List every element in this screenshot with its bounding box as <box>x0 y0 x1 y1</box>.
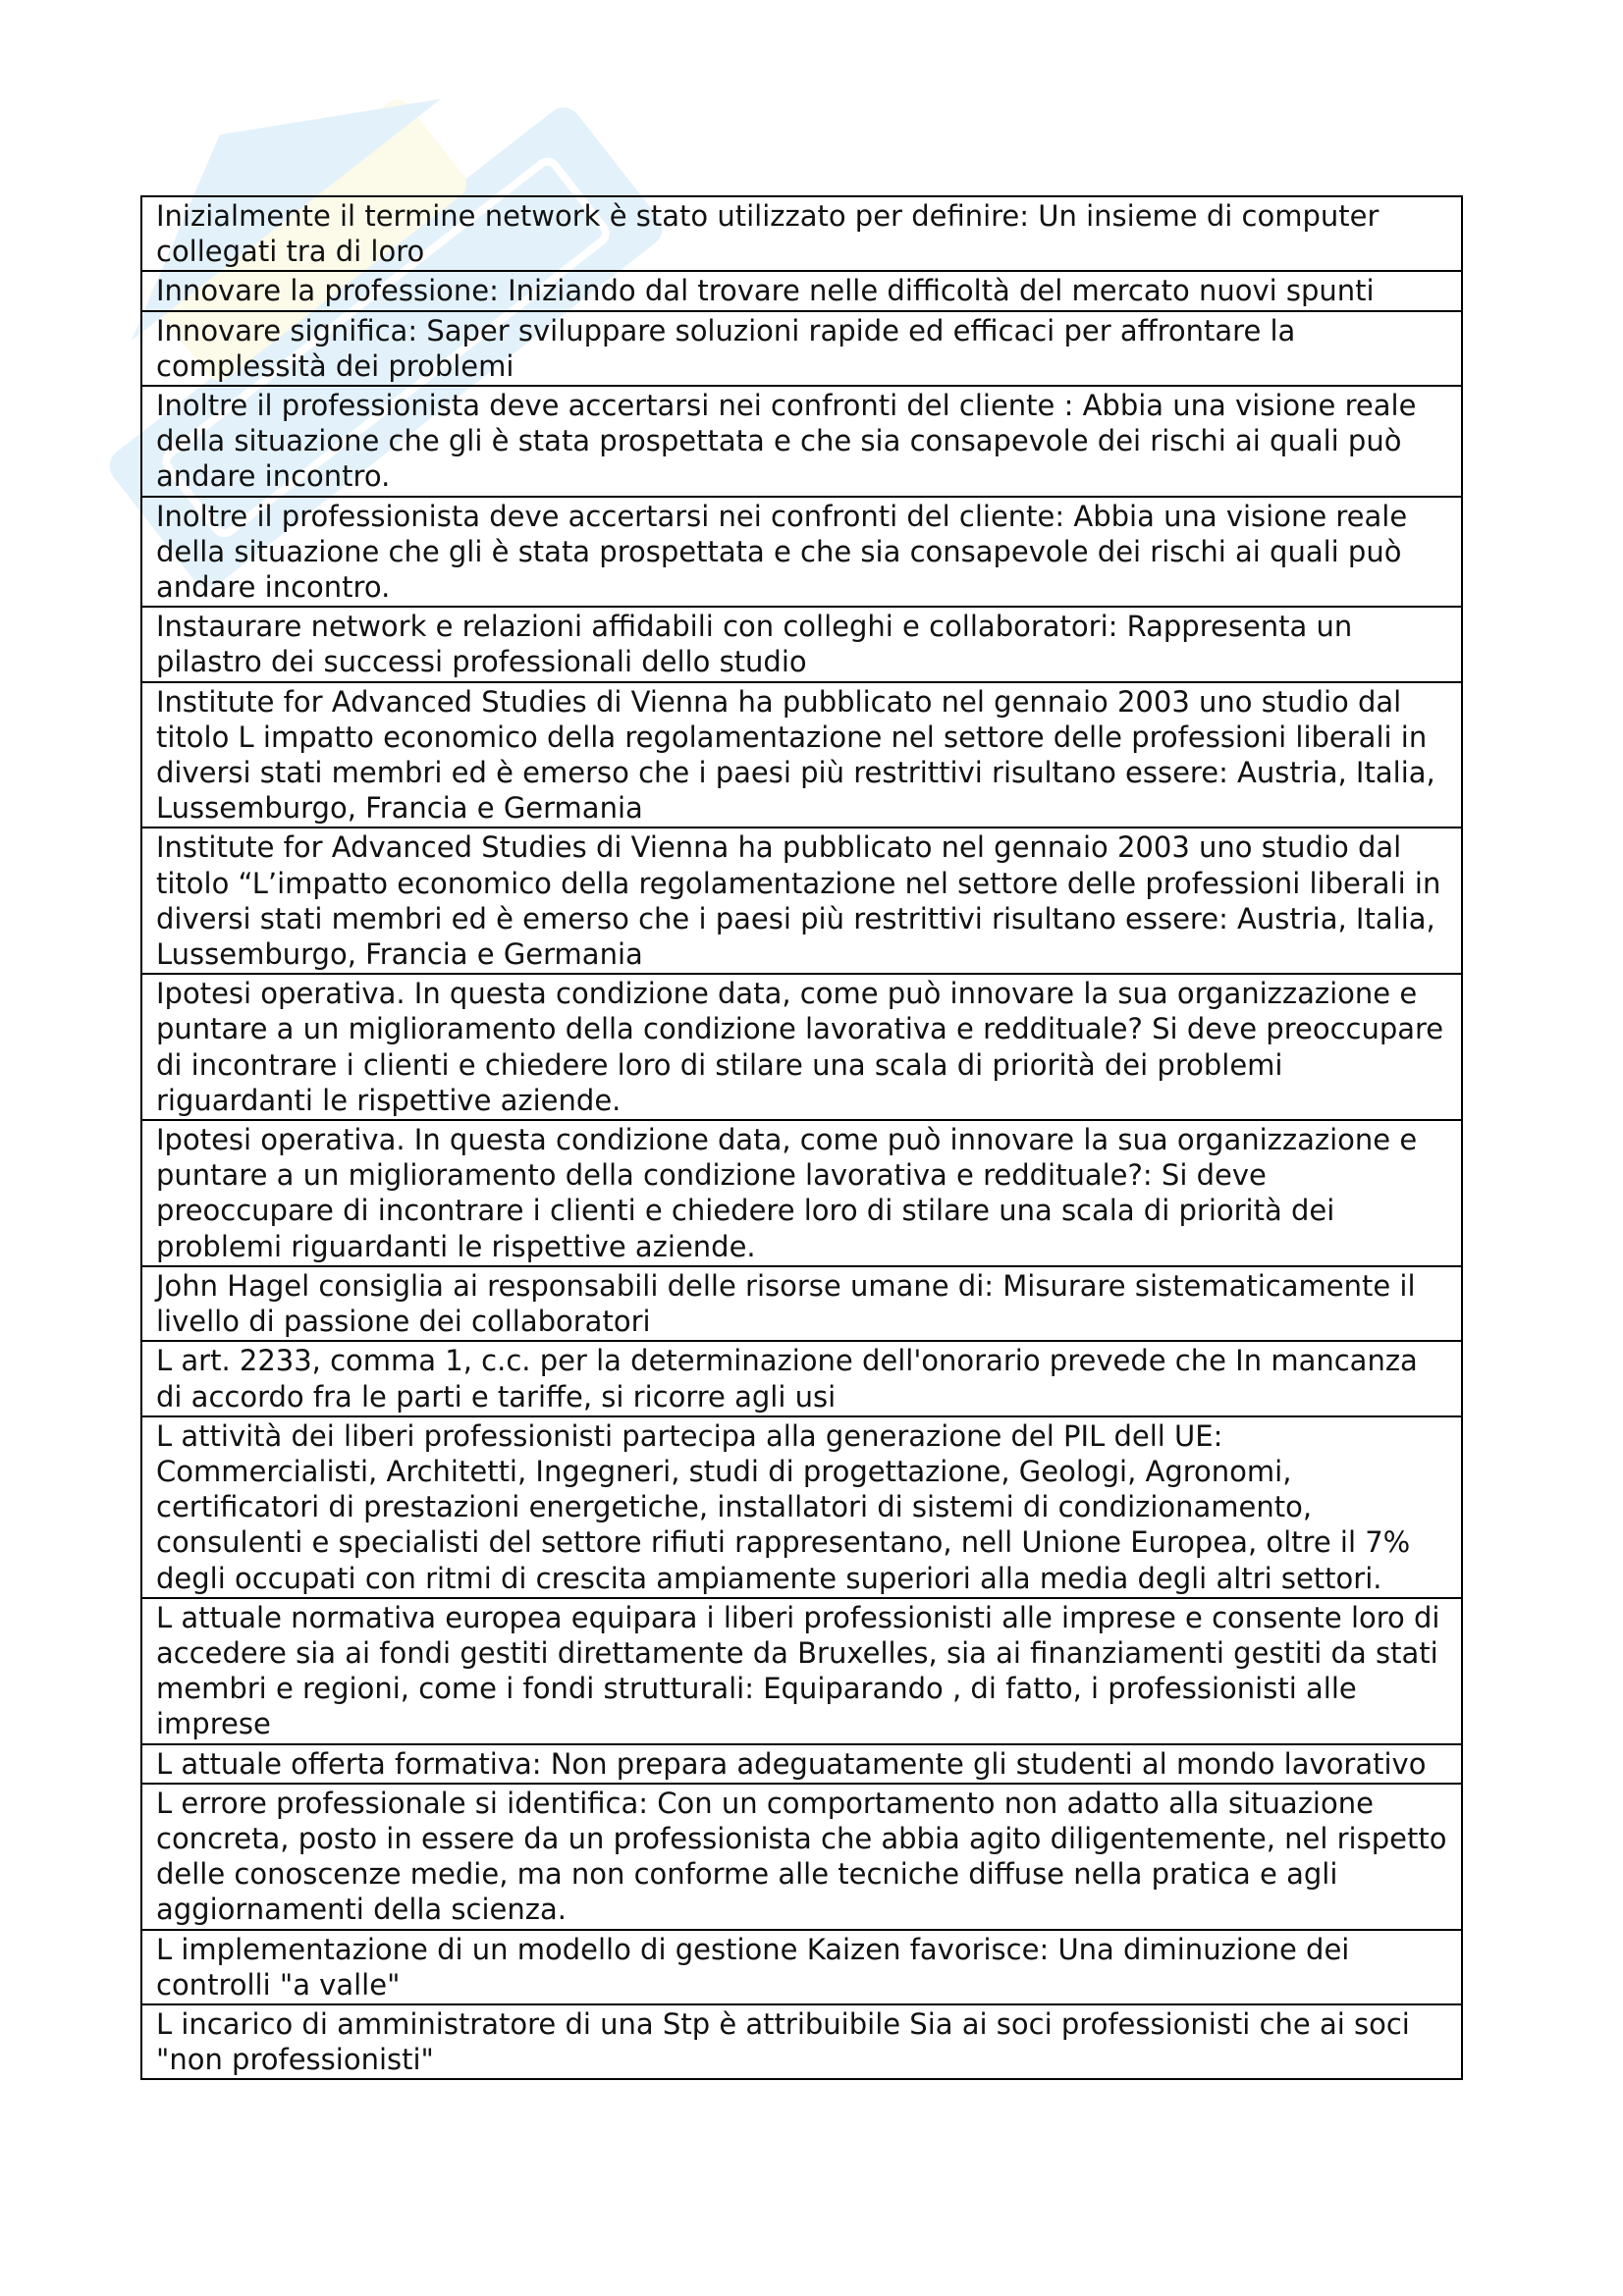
table-row <box>141 828 1462 974</box>
table-row <box>141 682 1462 828</box>
table-row <box>141 2004 1462 2079</box>
table-row <box>141 1930 1462 2004</box>
table-cell: Inizialmente il termine network è stato utilizzato per definire: Un insieme di computer collegati tra di loro <box>141 196 1462 271</box>
table-cell: L attuale offerta formativa: Non prepara adeguatamente gli studenti al mondo lavorativo <box>141 1744 1462 1784</box>
table-cell: L incarico di amministratore di una Stp è attribuibile Sia ai soci professionisti che ai soci "non professionisti" <box>141 2004 1462 2079</box>
table-row <box>141 1341 1462 1415</box>
table-cell: L implementazione di un modello di gestione Kaizen favorisce: Una diminuzione dei controlli "a valle" <box>141 1930 1462 2004</box>
table-cell: L attuale normativa europea equipara i liberi professionisti alle imprese e consente loro di accedere sia ai fondi gestiti direttamente da Bruxelles, sia ai finanziamenti gestiti da stati membri e regioni, come i fondi strutturali: Equiparando , di fatto, i professionisti alle imprese <box>141 1598 1462 1744</box>
table-cell: John Hagel consiglia ai responsabili delle risorse umane di: Misurare sistematicamente il livello di passione dei collaboratori <box>141 1266 1462 1341</box>
table-row <box>141 607 1462 681</box>
table-cell: Ipotesi operativa. In questa condizione data, come può innovare la sua organizzazione e puntare a un miglioramento della condizione lavorativa e reddituale? Si deve preoccupare di incontrare i clienti e chiedere loro di stilare una scala di priorità dei problemi riguardanti le rispettive aziende. <box>141 974 1462 1120</box>
table-row <box>141 1784 1462 1930</box>
table-row <box>141 1120 1462 1266</box>
table-cell: Institute for Advanced Studies di Vienna ha pubblicato nel gennaio 2003 uno studio dal titolo “L’impatto economico della regolamentazione nel settore delle professioni liberali in diversi stati membri ed è emerso che i paesi più restrittivi risultano essere: Austria, Italia, Lussemburgo, Francia e Germania <box>141 828 1462 974</box>
table-row <box>141 1266 1462 1341</box>
table-cell: Inoltre il professionista deve accertarsi nei confronti del cliente : Abbia una visione reale della situazione che gli è stata prospettata e che sia consapevole dei rischi ai quali può andare incontro. <box>141 386 1462 497</box>
table-row <box>141 974 1462 1120</box>
table-row <box>141 386 1462 497</box>
table-row <box>141 1744 1462 1784</box>
table-row <box>141 196 1462 271</box>
table-cell: L errore professionale si identifica: Con un comportamento non adatto alla situazione concreta, posto in essere da un professionista che abbia agito diligentemente, nel rispetto delle conoscenze medie, ma non conforme alle tecniche diffuse nella pratica e agli aggiornamenti della scienza. <box>141 1784 1462 1930</box>
table-cell: Innovare significa: Saper sviluppare soluzioni rapide ed efficaci per affrontare la complessità dei problemi <box>141 311 1462 386</box>
table-row <box>141 311 1462 386</box>
table-cell: Ipotesi operativa. In questa condizione data, come può innovare la sua organizzazione e puntare a un miglioramento della condizione lavorativa e reddituale?: Si deve preoccupare di incontrare i clienti e chiedere loro di stilare una scala di priorità dei problemi riguardanti le rispettive aziende. <box>141 1120 1462 1266</box>
table-cell: L art. 2233, comma 1, c.c. per la determinazione dell'onorario prevede che In mancanza di accordo fra le parti e tariffe, si ricorre agli usi <box>141 1341 1462 1415</box>
table-row <box>141 497 1462 608</box>
table-row <box>141 271 1462 310</box>
table-row <box>141 1416 1462 1598</box>
table-cell: Innovare la professione: Iniziando dal trovare nelle difficoltà del mercato nuovi spunti <box>141 271 1462 310</box>
table-cell: Instaurare network e relazioni affidabili con colleghi e collaboratori: Rappresenta un pilastro dei successi professionali dello studio <box>141 607 1462 681</box>
qa-table <box>140 195 1463 2080</box>
table-row <box>141 1598 1462 1744</box>
table-cell: L attività dei liberi professionisti partecipa alla generazione del PIL dell UE: Commercialisti, Architetti, Ingegneri, studi di progettazione, Geologi, Agronomi, certificatori di prestazioni energetiche, installatori di sistemi di condizionamento, consulenti e specialisti del settore rifiuti rappresentano, nell Unione Europea, oltre il 7% degli occupati con ritmi di crescita ampiamente superiori alla media degli altri settori. <box>141 1416 1462 1598</box>
table-cell: Institute for Advanced Studies di Vienna ha pubblicato nel gennaio 2003 uno studio dal titolo L impatto economico della regolamentazione nel settore delle professioni liberali in diversi stati membri ed è emerso che i paesi più restrittivi risultano essere: Austria, Italia, Lussemburgo, Francia e Germania <box>141 682 1462 828</box>
table-cell: Inoltre il professionista deve accertarsi nei confronti del cliente: Abbia una visione reale della situazione che gli è stata prospettata e che sia consapevole dei rischi ai quali può andare incontro. <box>141 497 1462 608</box>
